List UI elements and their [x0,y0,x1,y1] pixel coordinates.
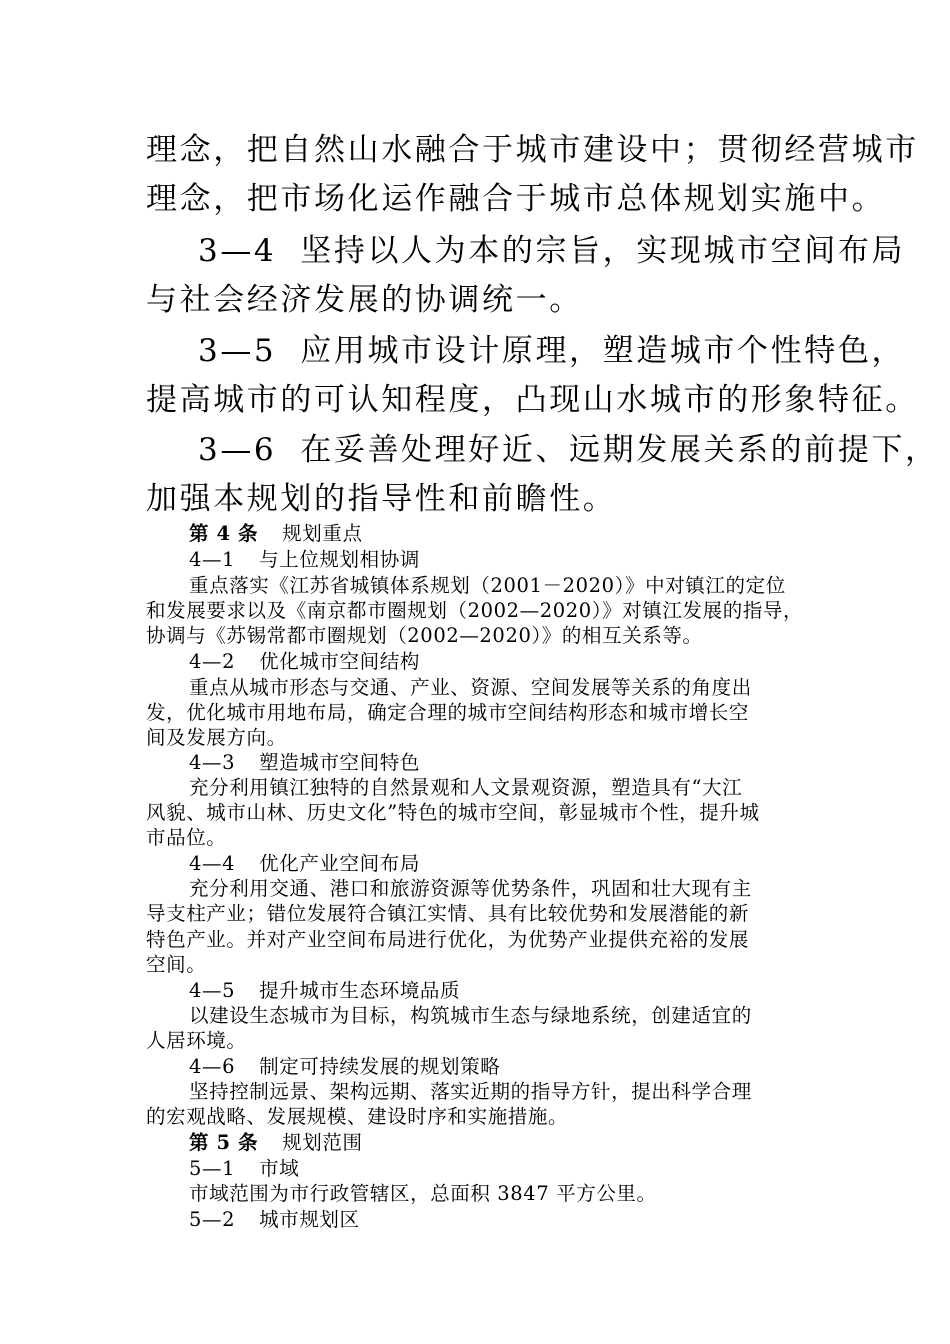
paragraph-line: 间及发展方向。 [146,726,287,749]
paragraph-line: 与社会经济发展的协调统一。 [146,282,583,318]
paragraph-line: 提高城市的可认知程度，凸现山水城市的形象特征。 [146,382,919,418]
clause-text: 优化城市空间结构 [259,650,420,673]
clause-4-4 [189,853,420,875]
paragraph-line: 发，优化城市用地布局，确定合理的城市空间结构形态和城市增长空 [146,701,750,724]
clause-4-2 [189,651,420,673]
clause-3-6 [198,432,939,468]
paragraph-line: 理念，把自然山水融合于城市建设中；贯彻经营城市 [146,132,919,168]
clause-number: 3—4 [198,233,277,269]
paragraph-line: 特色产业。并对产业空间布局进行优化，为优势产业提供充裕的发展 [146,928,750,951]
article-label: 第 4 条 [189,522,259,545]
clause-5-1 [189,1158,299,1180]
clause-number: 4—4 [189,852,236,875]
clause-text: 提升城市生态环境品质 [259,979,461,1002]
paragraph-line: 空间。 [146,953,207,976]
clause-text: 与上位规划相协调 [259,548,420,571]
paragraph-line: 充分利用镇江独特的自然景观和人文景观资源，塑造具有“大江 [189,776,743,799]
clause-text: 制定可持续发展的规划策略 [259,1055,501,1078]
article-label: 第 5 条 [189,1131,259,1154]
article-4-heading [189,523,363,545]
paragraph-line: 风貌、城市山林、历史文化”特色的城市空间，彰显城市个性，提升城 [146,801,760,824]
clause-number: 4—1 [189,548,236,571]
paragraph-line: 人居环境。 [146,1029,247,1052]
paragraph-line: 以建设生态城市为目标，构筑城市生态与绿地系统，创建适宜的 [189,1004,752,1027]
paragraph-line: 加强本规划的指导性和前瞻性。 [146,481,617,517]
article-5-heading [189,1132,363,1154]
paragraph-line: 导支柱产业；错位发展符合镇江实情、具有比较优势和发展潜能的新 [146,902,750,925]
clause-number: 3—6 [198,432,277,468]
clause-number: 4—6 [189,1055,236,1078]
paragraph-line: 坚持控制远景、架构远期、落实近期的指导方针，提出科学合理 [189,1080,752,1103]
clause-number: 5—1 [189,1157,236,1180]
clause-4-3 [189,752,420,774]
paragraph-line: 协调与《苏锡常都市圈规划（2002—2020）》的相互关系等。 [146,624,703,647]
clause-text: 市域 [259,1157,300,1180]
clause-4-1 [189,549,420,571]
clause-text: 优化产业空间布局 [259,852,420,875]
clause-3-4 [198,233,906,269]
paragraph-line: 和发展要求以及《南京都市圈规划（2002—2020）》对镇江发展的指导， [146,599,804,622]
clause-4-6 [189,1056,500,1078]
article-title: 规划范围 [282,1131,363,1154]
clause-text: 城市规划区 [259,1208,360,1231]
article-title: 规划重点 [282,522,363,545]
clause-text: 应用城市设计原理，塑造城市个性特色， [300,333,906,369]
clause-4-5 [189,980,460,1002]
clause-text: 坚持以人为本的宗旨，实现城市空间布局 [300,233,906,269]
clause-text: 在妥善处理好近、远期发展关系的前提下， [300,432,939,468]
paragraph-line: 重点落实《江苏省城镇体系规划（2001－2020）》中对镇江的定位 [189,574,786,597]
clause-number: 3—5 [198,333,277,369]
clause-number: 4—2 [189,650,236,673]
clause-number: 4—5 [189,979,236,1002]
paragraph-line: 重点从城市形态与交通、产业、资源、空间发展等关系的角度出 [189,676,752,699]
clause-3-5 [198,333,906,369]
clause-number: 5—2 [189,1208,236,1231]
paragraph-line: 市品位。 [146,826,227,849]
clause-5-2 [189,1209,360,1231]
clause-number: 4—3 [189,751,236,774]
paragraph-line: 理念，把市场化运作融合于城市总体规划实施中。 [146,181,886,217]
paragraph-line: 的宏观战略、发展规模、建设时序和实施措施。 [146,1105,569,1128]
paragraph-line: 市域范围为市行政管辖区，总面积 3847 平方公里。 [189,1182,657,1205]
clause-text: 塑造城市空间特色 [259,751,420,774]
paragraph-line: 充分利用交通、港口和旅游资源等优势条件，巩固和壮大现有主 [189,877,752,900]
